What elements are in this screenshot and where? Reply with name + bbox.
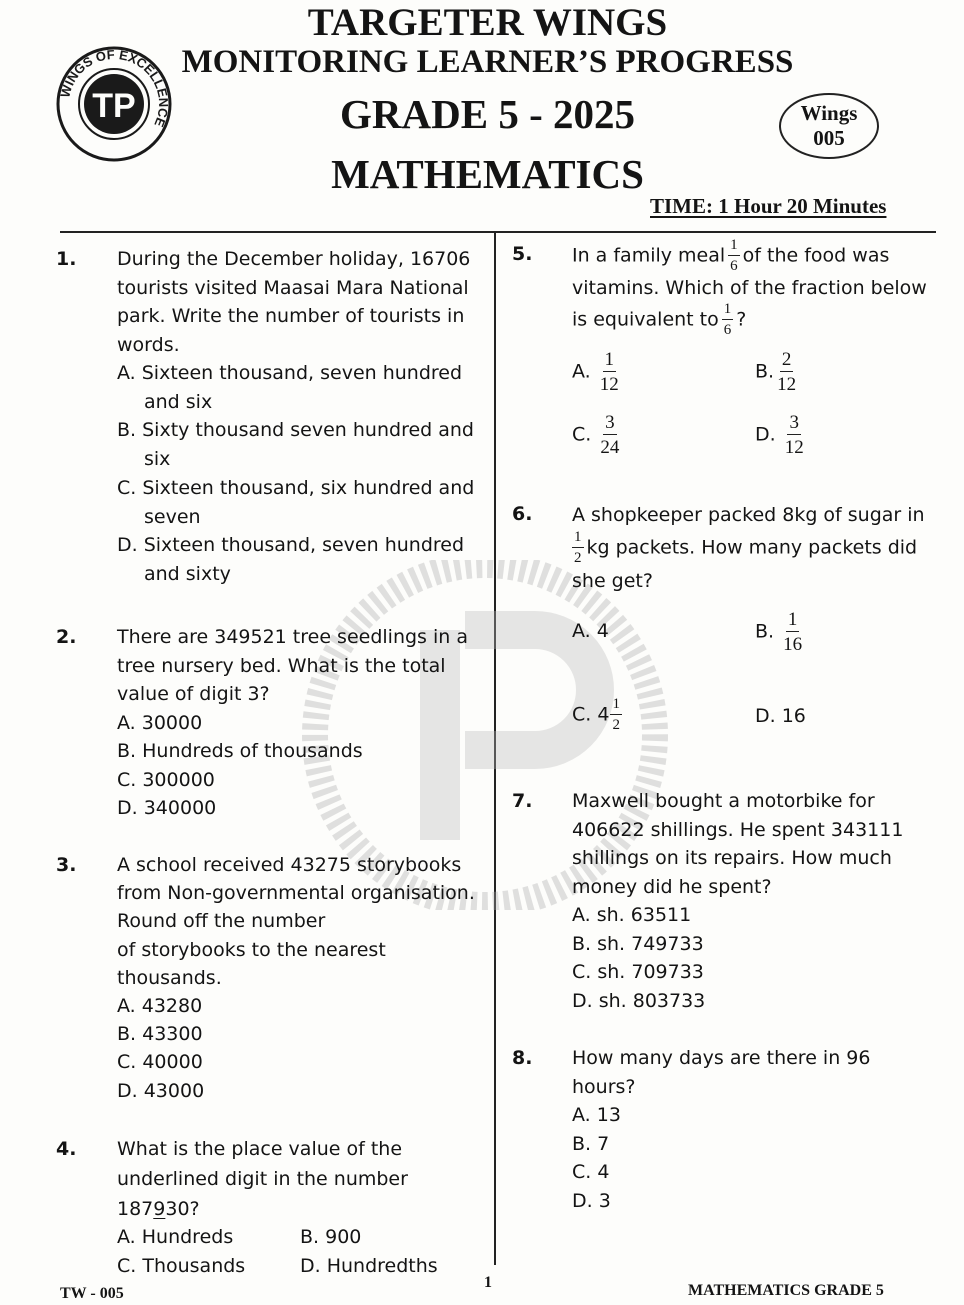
wings-badge — [779, 93, 879, 159]
question-number: 4. — [56, 1138, 77, 1160]
option-label: C. — [572, 423, 592, 446]
option-label: B. — [755, 360, 775, 383]
question-text-line: shillings on its repairs. How much — [572, 847, 892, 869]
question-text-line: What is the place value of the — [117, 1138, 403, 1160]
school-name: TARGETER WINGS — [307, 1, 668, 44]
option-d[interactable]: D. sh. 803733 — [572, 989, 706, 1012]
question-text-line: There are 349521 tree seedlings in a — [117, 626, 468, 648]
option-a[interactable] — [572, 350, 622, 394]
option-c[interactable]: C. 300000 — [117, 768, 215, 791]
fraction — [722, 302, 734, 338]
question-text-line: vitamins. Which of the fraction below — [572, 277, 927, 299]
fraction-numerator: 1 — [787, 609, 798, 630]
question-5 — [572, 238, 927, 338]
question-number: 7. — [512, 790, 533, 812]
option-a[interactable]: A. sh. 63511 — [572, 904, 692, 926]
fraction — [785, 413, 804, 457]
fraction-denominator: 12 — [599, 374, 619, 395]
option-b[interactable]: B. 900 — [300, 1226, 362, 1248]
question-text-line: thousands. — [117, 966, 222, 989]
option-label: A. — [572, 360, 591, 383]
option-a[interactable]: A. 13 — [572, 1104, 621, 1126]
option-c[interactable]: C. 40000 — [117, 1051, 203, 1074]
option-d[interactable]: D. 16 — [755, 705, 806, 727]
option-label: D. — [755, 423, 776, 446]
option-d[interactable]: D. 3 — [572, 1189, 611, 1212]
option-c[interactable] — [572, 413, 622, 457]
fraction-denominator: 12 — [777, 374, 797, 395]
question-6 — [572, 500, 925, 596]
option-a-cont: and six — [144, 390, 213, 413]
fraction — [728, 238, 740, 274]
footer-code: TW - 005 — [60, 1285, 124, 1302]
option-b-cont: six — [144, 447, 171, 470]
fraction-numerator: 3 — [789, 412, 799, 433]
question-text-line: value of digit 3? — [117, 683, 270, 705]
option-b[interactable]: B. 43300 — [117, 1023, 203, 1046]
footer-subject: MATHEMATICS GRADE 5 — [688, 1282, 884, 1299]
question-text-line: A school received 43275 storybooks — [117, 854, 462, 876]
fraction — [600, 413, 619, 457]
time-allowed: TIME: 1 Hour 20 Minutes — [650, 194, 887, 218]
fraction-numerator: 3 — [605, 412, 615, 433]
option-a[interactable]: A. 4 — [572, 620, 609, 642]
question-text-line: money did he spent? — [572, 875, 772, 898]
option-a[interactable]: A. Sixteen thousand, seven hundred — [117, 362, 463, 384]
question-number-value — [117, 1194, 408, 1224]
question-text-line: of storybooks to the nearest — [117, 938, 386, 961]
option-a[interactable]: A. Hundreds — [117, 1226, 234, 1248]
question-number: 6. — [512, 503, 533, 525]
fraction-numerator: 1 — [610, 697, 622, 715]
option-c[interactable]: C. Thousands — [117, 1255, 246, 1277]
option-d[interactable] — [755, 413, 807, 457]
fraction — [777, 350, 796, 394]
fraction — [600, 350, 619, 394]
question-text-line: hours? — [572, 1075, 636, 1098]
question-text: kg packets. How many packets did — [586, 536, 918, 559]
question-number: 3. — [56, 854, 77, 876]
number-part: 30? — [165, 1198, 200, 1220]
fraction-denominator: 6 — [723, 322, 732, 338]
exam-series-title: MONITORING LEARNER’S PROGRESS — [181, 44, 794, 80]
option-d[interactable]: D. 340000 — [117, 797, 217, 819]
option-label: C. — [572, 703, 592, 726]
option-a[interactable]: A. 43280 — [117, 995, 203, 1018]
question-text-line: Maxwell bought a motorbike for — [572, 790, 875, 812]
fraction — [783, 610, 802, 654]
option-label: B. — [755, 620, 775, 643]
mixed-number-whole: 4 — [597, 703, 610, 726]
logo-letters: TP — [92, 87, 136, 125]
fraction-denominator: 16 — [783, 634, 803, 655]
fraction — [572, 530, 584, 566]
fraction-numerator: 1 — [572, 530, 584, 548]
question-text: of the food was — [742, 244, 890, 267]
option-d[interactable]: D. 43000 — [117, 1079, 205, 1102]
option-b[interactable]: B. sh. 749733 — [572, 932, 704, 955]
option-d[interactable]: D. Hundredths — [300, 1255, 438, 1277]
fraction — [610, 697, 622, 733]
fraction-numerator: 2 — [781, 349, 792, 370]
fraction-denominator: 2 — [612, 717, 620, 733]
question-text-line: During the December holiday, 16706 — [117, 248, 471, 270]
fraction-numerator: 1 — [604, 349, 614, 370]
question-text-line: How many days are there in 96 — [572, 1047, 871, 1069]
question-number: 5. — [512, 243, 533, 265]
option-c[interactable]: C. 4 — [572, 1161, 610, 1183]
number-part: 187 — [117, 1198, 154, 1220]
option-b[interactable]: B. 7 — [572, 1132, 610, 1155]
grade-year: GRADE 5 - 2025 — [340, 91, 635, 137]
question-number: 8. — [512, 1047, 533, 1069]
option-d[interactable]: D. Sixteen thousand, seven hundred — [117, 534, 465, 556]
question-text-line: underlined digit in the number — [117, 1168, 408, 1190]
question-text-line: park. Write the number of tourists in — [117, 305, 465, 327]
page-number: 1 — [484, 1274, 492, 1291]
question-text-line: A shopkeeper packed 8kg of sugar in — [572, 504, 925, 526]
question-number: 1. — [56, 248, 77, 270]
option-b[interactable] — [755, 610, 805, 654]
badge-line-2: 005 — [813, 126, 845, 150]
header-divider — [60, 231, 936, 233]
option-c[interactable] — [572, 697, 625, 733]
question-text-line: tourists visited Maasai Mara National — [117, 276, 469, 299]
option-b[interactable]: B. Sixty thousand seven hundred and — [117, 419, 474, 441]
fraction-denominator: 12 — [784, 437, 804, 458]
question-number: 2. — [56, 626, 77, 648]
option-b[interactable]: B. Hundreds of thousands — [117, 740, 363, 762]
option-c[interactable]: C. sh. 709733 — [572, 961, 704, 983]
option-a[interactable]: A. 30000 — [117, 711, 203, 734]
fraction-numerator: 1 — [722, 302, 734, 320]
option-b[interactable] — [755, 350, 799, 394]
badge-line-1: Wings — [800, 101, 858, 125]
school-logo-icon — [55, 45, 173, 163]
fraction-denominator: 24 — [600, 437, 620, 458]
subject-title: MATHEMATICS — [331, 151, 644, 197]
question-text-line: she get? — [572, 570, 653, 592]
question-text-line: tree nursery bed. What is the total — [117, 654, 446, 677]
question-text-line: 406622 shillings. He spent 343111 — [572, 818, 904, 841]
question-text-line: from Non-governmental organisation. — [117, 882, 475, 905]
fraction-denominator: 6 — [730, 258, 738, 274]
fraction-numerator: 1 — [728, 238, 740, 256]
option-c-cont: seven — [144, 505, 201, 528]
question-text-line: Round off the number — [117, 910, 326, 933]
question-text-line: words. — [117, 333, 180, 356]
question-text: ? — [736, 308, 747, 331]
fraction-denominator: 2 — [574, 550, 582, 566]
option-d-cont: and sixty — [144, 562, 231, 585]
question-text: is equivalent to — [572, 308, 719, 331]
underlined-digit: 9 — [153, 1198, 166, 1220]
logo-ring-text: WINGS OF EXCELLENCE — [57, 46, 172, 130]
option-c[interactable]: C. Sixteen thousand, six hundred and — [117, 477, 475, 499]
question-text: In a family meal — [572, 244, 726, 267]
